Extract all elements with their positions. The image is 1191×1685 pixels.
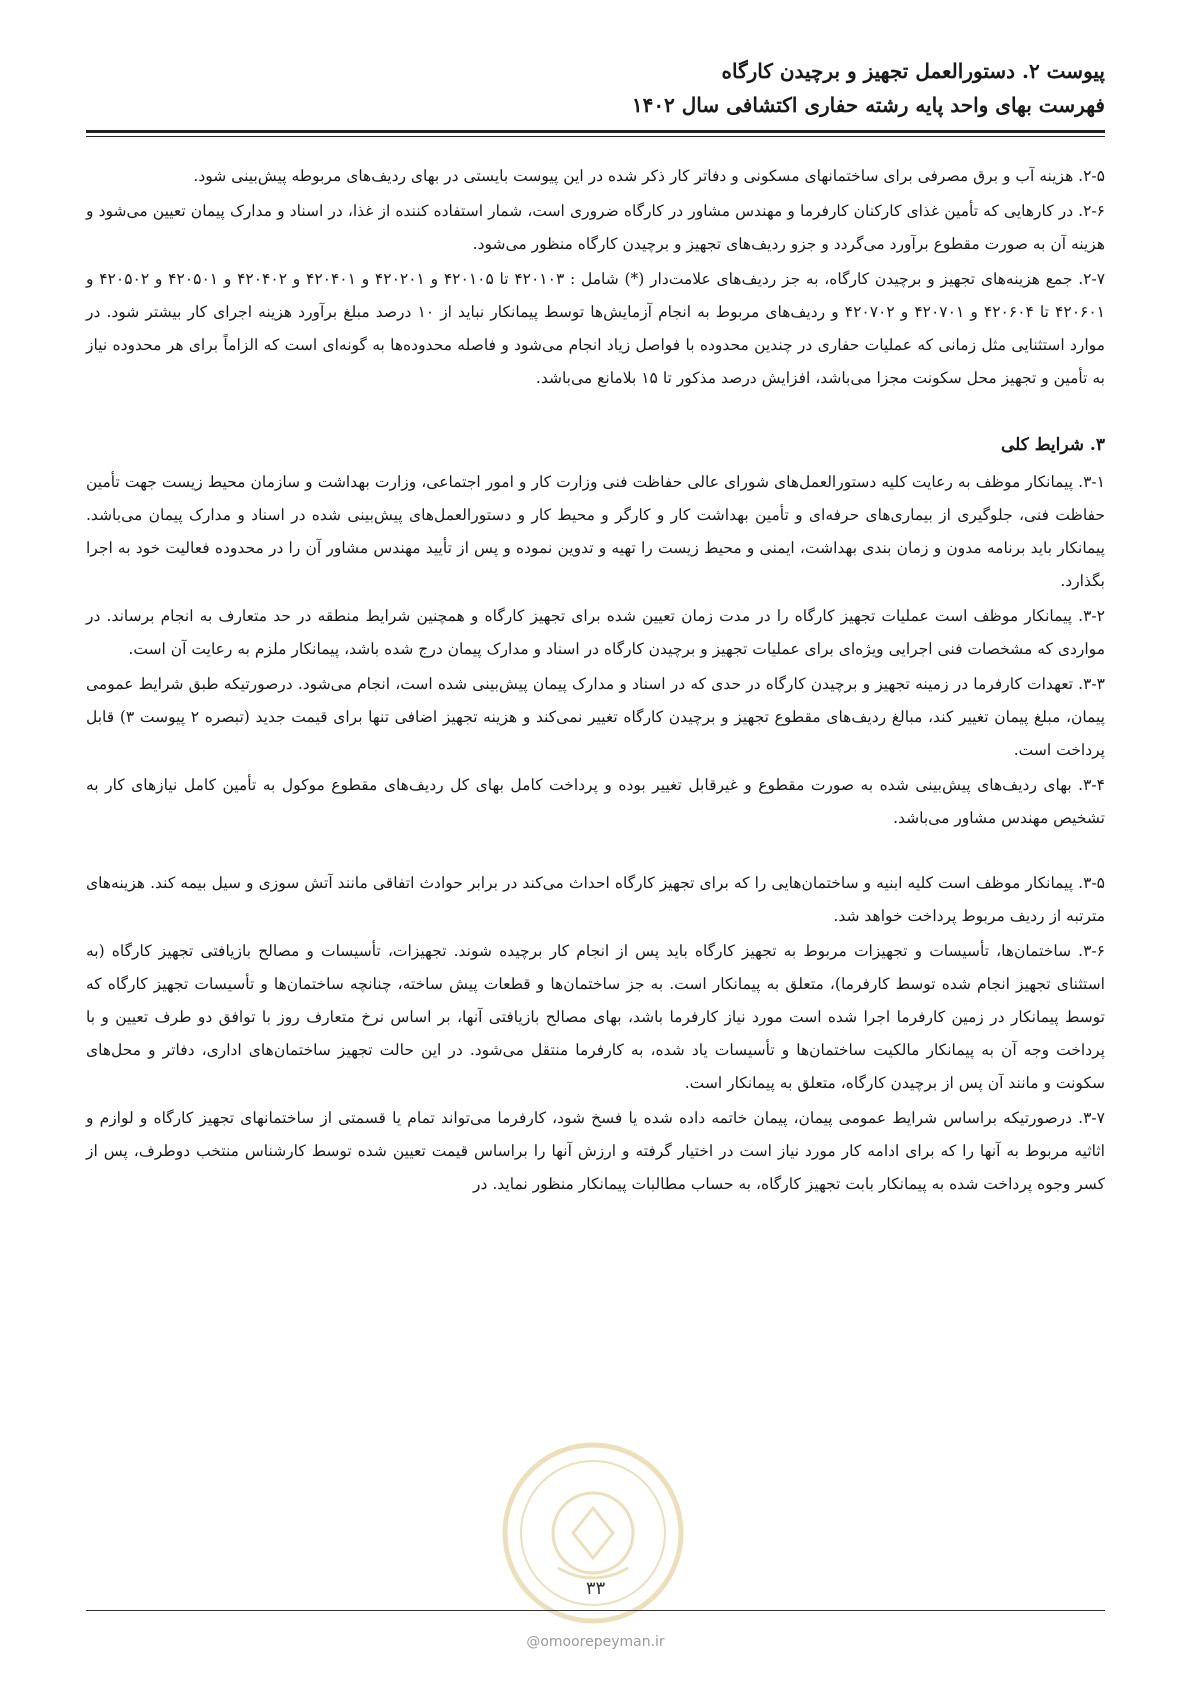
paragraph-3-2: ۳-۲. پیمانکار موظف است عملیات تجهیز کارگاه را در مدت زمان تعیین شده برای تجهیز کارگاه و همچنین شرایط منطقه در حد متعارف به انجام برساند. در مواردی که مشخصات فنی اجرایی ویژه‌ای برای عملیات تجهیز و برچیدن کارگاه در اسناد و مدارک پیمان درج شده باشد، پیمانکار ملزم به رعایت آن است. [86, 607, 1105, 658]
paragraph-3-1: ۳-۱. پیمانکار موظف به رعایت کلیه دستورالعمل‌های شورای عالی حفاظت فنی وزارت کار و امور اجتماعی، وزارت بهداشت و سازمان محیط زیست جهت تأمین حفاظت فنی، جلوگیری از بیماری‌های حرفه‌ای و تأمین بهداشت کار و کارگر و محیط کار و دستورالعمل‌های پیش‌بینی شده در اسناد و مدارک پیمان می‌باشد. پیمانکار باید برنامه مدون و زمان بندی بهداشت، ایمنی و محیط زیست را تهیه و تدوین نموده و پس از تأیید مهندس مشاور آن را در محدوده فعالیت خود به اجرا بگذارد. [86, 473, 1105, 590]
header-price-list-title: فهرست بهای واحد پایه رشته حفاری اکتشافی سال ۱۴۰۲ [631, 93, 1105, 117]
header-appendix-title: پیوست ۲. دستورالعمل تجهیز و برچیدن کارگاه [721, 59, 1105, 83]
footer-rule [86, 1610, 1105, 1611]
section-3-heading: ۳. شرایط کلی [1000, 435, 1105, 455]
watermark-seal-icon [498, 1438, 688, 1628]
paragraph-3-7: ۳-۷. درصورتیکه براساس شرایط عمومی پیمان، پیمان خاتمه داده شده یا فسخ شود، کارفرما می‌تواند تمام یا قسمتی از ساختمانهای تجهیز کارگاه و لوازم و اثاثیه مربوط به آنها را که برای ادامه کار مورد نیاز است در اختیار گرفته و ارزش آنها را براساس قیمت تعیین شده توسط کارشناس منتخب دوطرف، پس از کسر وجوه پرداخت شده به پیمانکار بابت تجهیز کارگاه، به حساب مطالبات پیمانکار منظور نماید. در [86, 1109, 1105, 1193]
paragraph-2-7: ۲-۷. جمع هزینه‌های تجهیز و برچیدن کارگاه، به جز ردیف‌های علامت‌دار (*) شامل : ۴۲۰۱۰۳ تا ۴۲۰۱۰۵ و ۴۲۰۲۰۱ و ۴۲۰۴۰۱ و ۴۲۰۴۰۲ و ۴۲۰۵۰۱ و ۴۲۰۵۰۲ و ۴۲۰۶۰۱ تا ۴۲۰۶۰۴ و ۴۲۰۷۰۱ و ۴۲۰۷۰۲ و ردیف‌های مربوط به انجام آزمایش‌ها توسط پیمانکار نباید از ۱۰ درصد مبلغ برآورد هزینه اجرای کار بیشتر شود. در موارد استثنایی مثل زمانی که عملیات حفاری در چندین محدوده با فواصل زیاد انجام می‌شود و فاصله محدوده‌ها به گونه‌ای است که الزاماً برای هر محدوده نیاز به تأمین و تجهیز محل سکونت مجزا می‌باشد، افزایش درصد مذکور تا ۱۵ بلامانع می‌باشد. [86, 270, 1106, 387]
paragraph-3-6: ۳-۶. ساختمان‌ها، تأسیسات و تجهیزات مربوط به تجهیز کارگاه باید پس از انجام کار برچیده شوند. تجهیزات، تأسیسات و مصالح بازیافتی تجهیز کارگاه (به استثنای تجهیز انجام شده توسط کارفرما)، متعلق به پیمانکار است. به جز ساختمان‌ها و قطعات پیش ساخته، چنانچه ساختمان‌ها و تأسیسات تجهیز کارگاه که توسط پیمانکار در زمین کارفرما اجرا شده است مورد نیاز کارفرما باشد، بهای مصالح بازیافتی آنها، بر اساس نرخ متعارف روز با توافق دو طرف تعیین و با پرداخت وجه آن به پیمانکار مالکیت ساختمان‌ها و تأسیسات یاد شده، به کارفرما منتقل می‌شود. در این حالت تجهیز ساختمان‌های اداری، دفاتر و محل‌های سکونت و مانند آن پس از برچیدن کارگاه، متعلق به پیمانکار است. [86, 942, 1105, 1092]
paragraph-3-3: ۳-۳. تعهدات کارفرما در زمینه تجهیز و برچیدن کارگاه در حدی که در اسناد و مدارک پیمان پیش‌بینی شده است، انجام می‌شود. درصورتیکه طبق شرایط عمومی پیمان، مبلغ پیمان تغییر کند، مبالغ ردیف‌های مقطوع تجهیز و برچیدن کارگاه تغییر نمی‌کند و هزینه تجهیز اضافی تنها برای قیمت جدید (تبصره ۲ پیوست ۳) قابل پرداخت است. [86, 675, 1105, 759]
paragraph-3-4: ۳-۴. بهای ردیف‌های پیش‌بینی شده به صورت مقطوع و غیرقابل تغییر بوده و پرداخت کامل بهای کل ردیف‌های مقطوع موکول به تأمین کامل نیازهای کار به تشخیص مهندس مشاور می‌باشد. [86, 776, 1105, 827]
page-header [85, 54, 1105, 122]
header-rule-thin [86, 136, 1105, 137]
paragraph-3-5: ۳-۵. پیمانکار موظف است کلیه ابنیه و ساختمان‌هایی را که برای تجهیز کارگاه احداث می‌کند در برابر حوادث اتفاقی مانند آتش سوزی و سیل بیمه کند. هزینه‌های مترتبه از ردیف مربوط پرداخت خواهد شد. [86, 874, 1105, 925]
watermark-url: @omoorepeyman.ir [526, 1634, 665, 1650]
paragraph-spacer [86, 837, 1105, 867]
header-rule-thick [86, 130, 1105, 133]
document-body [86, 160, 1105, 1203]
paragraph-2-6: ۲-۶. در کارهایی که تأمین غذای کارکنان کارفرما و مهندس مشاور در کارگاه ضروری است، شمار استفاده کننده از غذا، در اسناد و مدارک پیمان تعیین می‌شود و هزینه آن به صورت مقطوع برآورد می‌گردد و جزو ردیف‌های تجهیز و برچیدن کارگاه منظور می‌شود. [86, 202, 1105, 253]
page-number: ۳۳ [585, 1578, 606, 1599]
paragraph-2-5: ۲-۵. هزینه آب و برق مصرفی برای ساختمانهای مسکونی و دفاتر کار ذکر شده در این پیوست بایستی در بهای ردیف‌های مربوطه پیش‌بینی شود. [193, 167, 1105, 185]
